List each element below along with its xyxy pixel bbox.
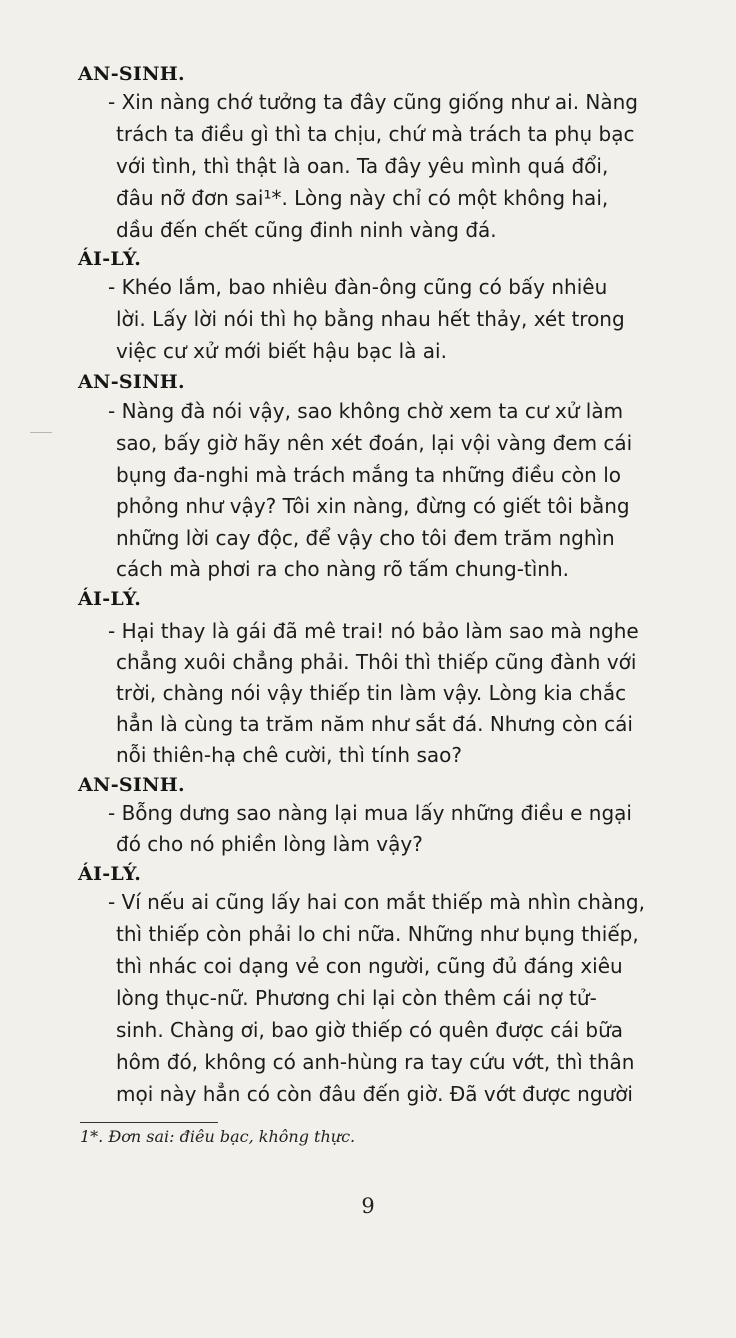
speaker-name: AN-SINH. xyxy=(78,63,185,85)
dialogue-line: đó cho nó phiền lòng làm vậy? xyxy=(116,832,423,856)
dialogue-line: việc cư xử mới biết hậu bạc là ai. xyxy=(116,339,447,363)
dialogue-line: cách mà phơi ra cho nàng rõ tấm chung-tình. xyxy=(116,557,570,581)
dialogue-line: với tình, thì thật là oan. Ta đây yêu mình quá đổi, xyxy=(116,154,609,178)
footnote-rule xyxy=(80,1122,218,1123)
speaker-name: ÁI-LÝ. xyxy=(78,248,142,270)
dialogue-line: mọi này hẳn có còn đâu đến giờ. Đã vớt được người xyxy=(116,1082,633,1106)
dialogue-line: - Khéo lắm, bao nhiêu đàn-ông cũng có bấy nhiêu xyxy=(108,275,608,299)
dialogue-line: phỏng như vậy? Tôi xin nàng, đừng có giết tôi bằng xyxy=(116,494,630,518)
dialogue-line: trời, chàng nói vậy thiếp tin làm vậy. Lòng kia chắc xyxy=(116,681,627,705)
dialogue-line: nỗi thiên-hạ chê cười, thì tính sao? xyxy=(116,743,462,767)
dialogue-line: thì nhác coi dạng vẻ con người, cũng đủ đáng xiêu xyxy=(116,954,623,978)
speaker-name: ÁI-LÝ. xyxy=(78,863,142,885)
dialogue-line: những lời cay độc, để vậy cho tôi đem trăm nghìn xyxy=(116,526,615,550)
dialogue-line: đâu nỡ đơn sai¹*. Lòng này chỉ có một không hai, xyxy=(116,186,609,210)
dialogue-line: - Xin nàng chớ tưởng ta đây cũng giống như ai. Nàng xyxy=(108,90,638,114)
dialogue-line: dầu đến chết cũng đinh ninh vàng đá. xyxy=(116,218,497,242)
dialogue-line: - Bỗng dưng sao nàng lại mua lấy những điều e ngại xyxy=(108,801,632,825)
dialogue-line: - Hại thay là gái đã mê trai! nó bảo làm sao mà nghe xyxy=(108,619,639,643)
dialogue-line: lòng thục-nữ. Phương chi lại còn thêm cái nợ tử- xyxy=(116,986,597,1010)
dialogue-line: trách ta điều gì thì ta chịu, chứ mà trách ta phụ bạc xyxy=(116,122,635,146)
dialogue-line: hẳn là cùng ta trăm năm như sắt đá. Nhưng còn cái xyxy=(116,712,633,736)
gutter-mark xyxy=(30,432,52,433)
dialogue-line: hôm đó, không có anh-hùng ra tay cứu vớt, thì thân xyxy=(116,1050,635,1074)
footnote: 1*. Đơn sai: điêu bạc, không thực. xyxy=(80,1127,356,1146)
dialogue-line: bụng đa-nghi mà trách mắng ta những điều còn lo xyxy=(116,463,621,487)
speaker-name: ÁI-LÝ. xyxy=(78,588,142,610)
dialogue-line: thì thiếp còn phải lo chi nữa. Những như bụng thiếp, xyxy=(116,922,639,946)
dialogue-line: - Ví nếu ai cũng lấy hai con mắt thiếp mà nhìn chàng, xyxy=(108,890,645,914)
dialogue-line: - Nàng đà nói vậy, sao không chờ xem ta cư xử làm xyxy=(108,399,624,423)
page-number: 9 xyxy=(361,1194,375,1218)
speaker-name: AN-SINH. xyxy=(78,774,185,796)
dialogue-line: lời. Lấy lời nói thì họ bằng nhau hết thảy, xét trong xyxy=(116,307,625,331)
dialogue-line: sinh. Chàng ơi, bao giờ thiếp có quên được cái bữa xyxy=(116,1018,624,1042)
speaker-name: AN-SINH. xyxy=(78,371,185,393)
dialogue-line: sao, bấy giờ hãy nên xét đoán, lại vội vàng đem cái xyxy=(116,431,633,455)
dialogue-line: chẳng xuôi chẳng phải. Thôi thì thiếp cũng đành với xyxy=(116,650,637,674)
